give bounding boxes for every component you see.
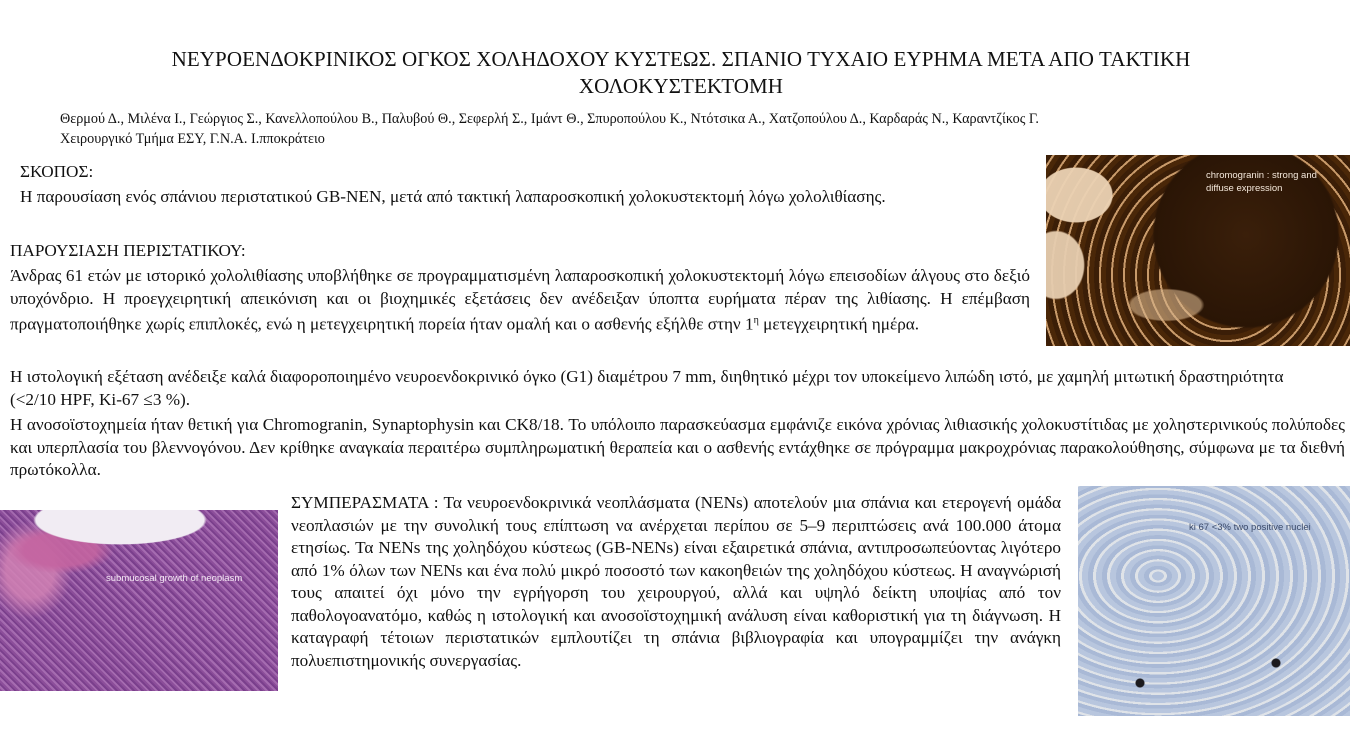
he-caption: submucosal growth of neoplasm	[106, 573, 243, 584]
affiliation: Χειρουργικό Τμήμα ΕΣΥ, Γ.Ν.Α. Ι.πποκράτειο	[60, 131, 325, 147]
he-micrograph	[0, 510, 278, 691]
chromogranin-caption: chromogranin : strong and diffuse expression	[1206, 170, 1317, 194]
aim-text: Η παρουσίαση ενός σπάνιου περιστατικού GB-NEN, μετά από τακτική λαπαροσκοπική χολοκυστεκτομή λόγω χολολιθίασης.	[20, 187, 886, 206]
case-paragraph-3: Η ανοσοϊστοχημεία ήταν θετική για Chromogranin, Synaptophysin και CK8/18. Το υπόλοιπο παρασκεύασμα εμφάνιζε εικόνα χρόνιας λιθιασικής χολοκυστίτιδας με χοληστερινικούς πολύποδες και υπερπλασία του βλεννογόνου. Δεν κρίθηκε αναγκαία περαιτέρω συμπληρωματική θεραπεία και ο ασθενής εντάχθηκε σε πρόγραμμα μακροχρόνιας παρακολούθησης, σύμφωνα με τα διεθνή πρωτόκολλα.	[10, 415, 1345, 479]
case-paragraph-1-sup: η	[753, 315, 759, 326]
ki67-micrograph	[1078, 486, 1350, 716]
case-heading: ΠΑΡΟΥΣΙΑΣΗ ΠΕΡΙΣΤΑΤΙΚΟΥ:	[10, 241, 246, 260]
ki67-caption: ki 67 <3% two positive nuclei	[1189, 522, 1311, 533]
chromogranin-micrograph	[1046, 155, 1350, 346]
title-line-1: ΝΕΥΡΟΕΝΔΟΚΡΙΝΙΚΟΣ ΟΓΚΟΣ ΧΟΛΗΔΟΧΟΥ ΚΥΣΤΕΩΣ. ΣΠΑΝΙΟ ΤΥΧΑΙΟ ΕΥΡΗΜΑ ΜΕΤΑ ΑΠΟ ΤΑΚΤΙΚΗ	[171, 47, 1191, 71]
aim-heading: ΣΚΟΠΟΣ:	[20, 162, 94, 181]
case-paragraph-2: Η ιστολογική εξέταση ανέδειξε καλά διαφοροποιημένο νευροενδοκρινικό όγκο (G1) διαμέτρου 7 mm, διηθητικό μέχρι τον υποκείμενο λιπώδη ιστό, με χαμηλή μιτωτική δραστηριότητα (<2/10 HPF, Ki-67 ≤3 %).	[10, 367, 1284, 409]
authors: Θερμού Δ., Μιλένα Ι., Γεώργιος Σ., Κανελλοπούλου Β., Παλυβού Θ., Σεφερλή Σ., Ιμάντ Θ., Σπυροπούλου Κ., Ντότσικα Α., Χατζοπούλου Δ., Καρδαράς Ν., Καραντζίκος Γ.	[60, 111, 1039, 127]
title-line-2: ΧΟΛΟΚΥΣΤΕΚΤΟΜΗ	[578, 74, 784, 98]
case-paragraph-1-end: μετεγχειρητική ημέρα.	[758, 314, 920, 334]
case-paragraph-1-text: Άνδρας 61 ετών με ιστορικό χολολιθίασης υποβλήθηκε σε προγραμματισμένη λαπαροσκοπική χολοκυστεκτομή λόγω επεισοδίων άλγους στο δεξιό υποχόνδριο. Η προεγχειρητική απεικόνιση και οι βιοχημικές εξετάσεις δεν ανέδειξαν ύποπτα ευρήματα πέραν της λιθίασης. Η επέμβαση πραγματοποιήθηκε χωρίς επιπλοκές, ενώ η μετεγχειρητική πορεία ήταν ομαλή και ο ασθενής εξήλθε στην 1	[10, 266, 1030, 334]
conclusions: ΣΥΜΠΕΡΑΣΜΑΤΑ : Τα νευροενδοκρινικά νεοπλάσματα (NENs) αποτελούν μια σπάνια και ετερογενή ομάδα νεοπλασιών με την συνολική τους επίπτωση να ανέρχεται περίπου σε 5–9 περιπτώσεις ανά 100.000 άτομα ετησίως. Τα NENs της χοληδόχου κύστεως (GB-NENs) είναι εξαιρετικά σπάνια, αντιπροσωπεύοντας λιγότερο από 1% όλων των NENs και ένα πολύ μικρό ποσοστό των κακοηθειών της χοληδόχου κύστεως. Η αναγνώρισή τους απαιτεί όχι μόνο την εγρήγορση του χειρουργού, αλλά και υψηλό δείκτη υποψίας από τον παθολογοανατόμο, καθώς η ιστολογική και ανοσοϊστοχημική ανάλυση είναι καθοριστική για τη διάγνωση. Η καταγραφή τέτοιων περιστατικών εμπλουτίζει τη σπάνια βιβλιογραφία και υπογραμμίζει την ανάγκη πολυεπιστημονικής συνεργασίας.	[291, 493, 1061, 670]
case-paragraph-1	[10, 265, 1030, 336]
poster-title	[0, 46, 1350, 100]
